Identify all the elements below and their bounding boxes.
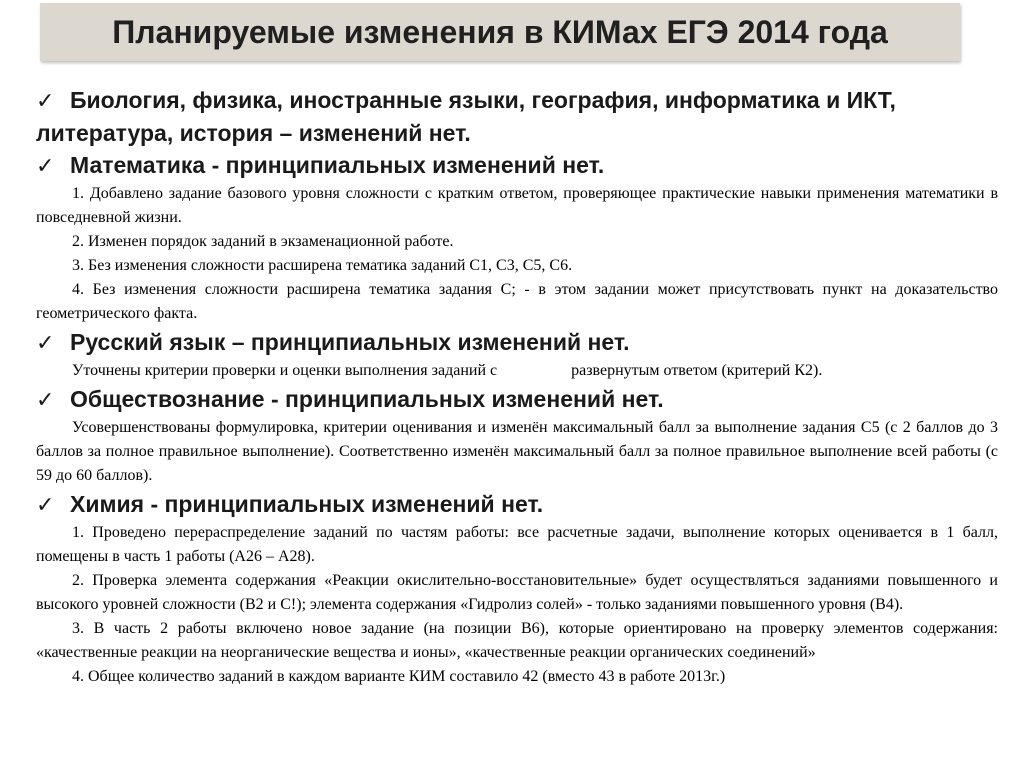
social-item: Усовершенствованы формулировка, критерии оценивания и изменён максимальный балл за выполнение задания С5 (с 2 баллов до 3 баллов за полное правильное выполнение). Соответственно изменён максимальный балл за полное правильное выполнение всей работы (с 59 до 60 баллов). (36, 419, 998, 484)
content (36, 84, 998, 689)
russian-item: Уточнены критерии проверки и оценки выполнения заданий с развернутым ответом (критерий К2). (72, 362, 823, 379)
checkmark-icon: ✓ (36, 330, 55, 355)
slide-title: Планируемые изменения в КИМах ЕГЭ 2014 года (112, 13, 888, 50)
checkmark-icon: ✓ (36, 387, 55, 412)
section-heading-unchanged: ✓ Биология, физика, иностранные языки, география, информатика и ИКТ, литература, история – изменений нет. (36, 87, 896, 146)
math-item-4: 4. Без изменения сложности расширена тематика задания С; - в этом задании может присутствовать пункт на доказательство геометрического факта. (36, 281, 998, 322)
chemistry-item-1: 1. Проведено перераспределение заданий по частям работы: все расчетные задачи, выполнение которых оценивается в 1 балл, помещены в часть 1 работы (А26 – А28). (36, 524, 998, 565)
chemistry-item-3: 3. В часть 2 работы включено новое задание (на позиции В6), которые ориентировано на проверку элементов содержания: «качественные реакции на неорганические вещества и ионы», «качественные реакции органических соединений» (36, 620, 998, 661)
section-heading-chemistry: ✓ Химия - принципиальных изменений нет. (36, 488, 998, 521)
section-heading-math: ✓ Математика - принципиальных изменений нет. (36, 149, 998, 182)
chemistry-item-4: 4. Общее количество заданий в каждом варианте КИМ составило 42 (вместо 43 в работе 2013г.) (72, 668, 726, 685)
checkmark-icon: ✓ (36, 88, 55, 113)
checkmark-icon: ✓ (36, 492, 55, 517)
section-heading-russian: ✓ Русский язык – принципиальных изменений нет. (36, 326, 998, 359)
checkmark-icon: ✓ (36, 153, 55, 178)
chemistry-item-2: 2. Проверка элемента содержания «Реакции окислительно-восстановительные» будет осуществляться заданиями повышенного и высокого уровней сложности (В2 и С!); элемента содержания «Гидролиз солей» - только заданиями повышенного уровня (В4). (36, 572, 998, 613)
math-item-2: 2. Изменен порядок заданий в экзаменационной работе. (72, 233, 454, 250)
math-item-1: 1. Добавлено задание базового уровня сложности с кратким ответом, проверяющее практические навыки применения математики в повседневной жизни. (36, 185, 998, 226)
section-heading-social: ✓ Обществознание - принципиальных изменений нет. (36, 383, 998, 416)
title-bar (40, 3, 960, 61)
math-item-3: 3. Без изменения сложности расширена тематика заданий С1, С3, С5, С6. (72, 257, 573, 274)
